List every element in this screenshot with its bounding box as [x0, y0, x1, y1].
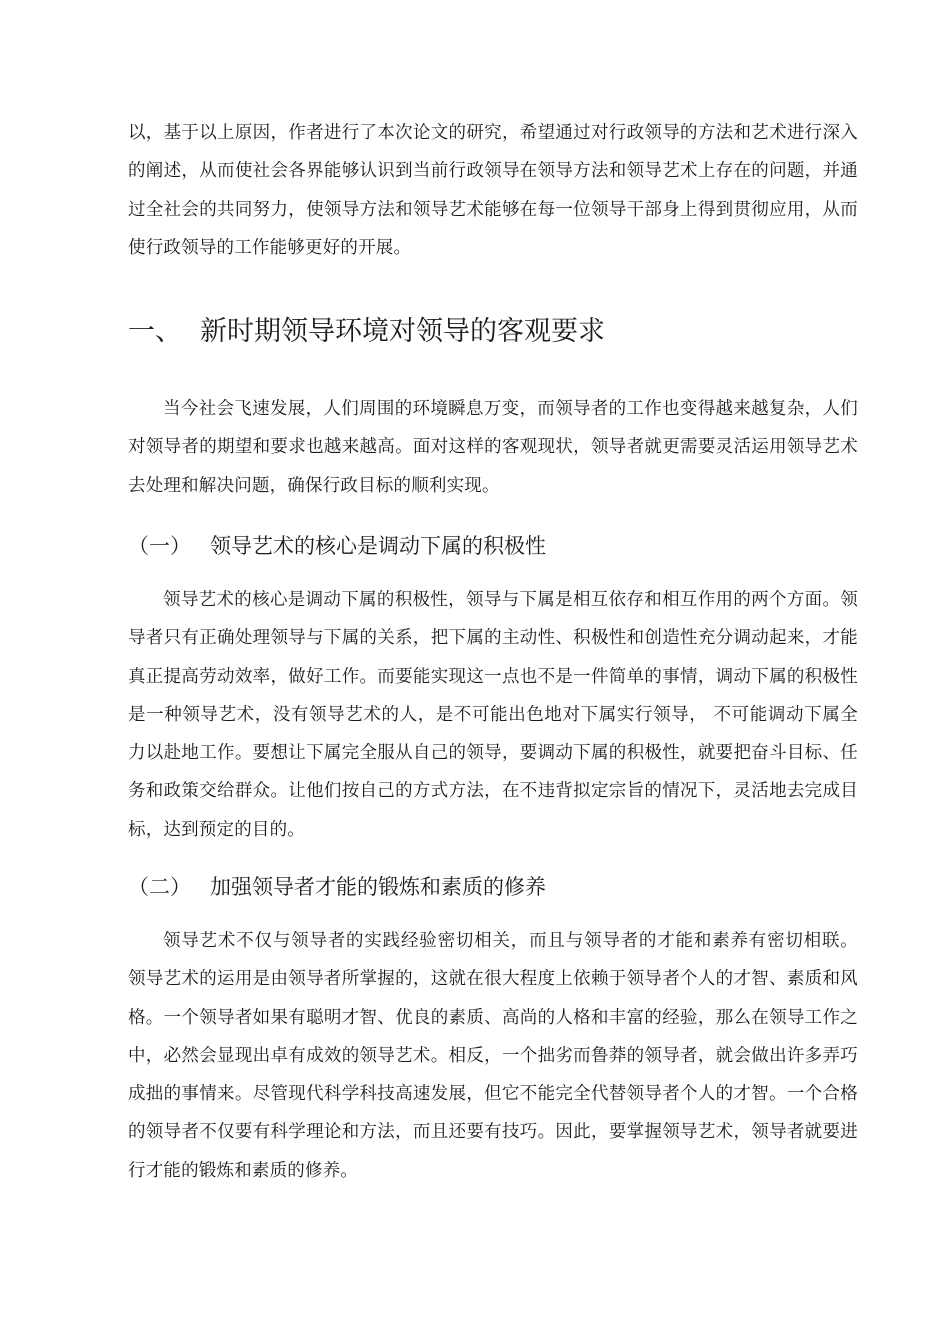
section-number: 一、	[128, 316, 182, 347]
subsection-paragraph-1: 领导艺术的核心是调动下属的积极性，领导与下属是相互依存和相互作用的两个方面。领导者只有正确处理领导与下属的关系，把下属的主动性、积极性和创造性充分调动起来，才能真正提高劳动效率，做好工作。而要能实现这一点也不是一件简单的事情，调动下属的积极性是一种领导艺术，没有领导艺术的人，是不可能出色地对下属实行领导， 不可能调动下属全力以赴地工作。要想让下属完全服从自己的领导，要调动下属的积极性，就要把奋斗目标、任务和政策交给群众。让他们按自己的方式方法，在不违背拟定宗旨的情况下，灵活地去完成目标，达到预定的目的。	[128, 590, 858, 840]
section-title: 新时期领导环境对领导的客观要求	[200, 316, 605, 347]
subsection-heading-1	[128, 529, 546, 563]
intro-paragraph: 以，基于以上原因，作者进行了本次论文的研究，希望通过对行政领导的方法和艺术进行深入的阐述，从而使社会各界能够认识到当前行政领导在领导方法和领导艺术上存在的问题，并通过全社会的共同努力，使领导方法和领导艺术能够在每一位领导干部身上得到贯彻应用，从而使行政领导的工作能够更好的开展。	[128, 123, 858, 258]
section-paragraph: 当今社会飞速发展，人们周围的环境瞬息万变，而领导者的工作也变得越来越复杂，人们对领导者的期望和要求也越来越高。面对这样的客观现状，领导者就更需要灵活运用领导艺术去处理和解决问题，确保行政目标的顺利实现。	[128, 399, 858, 496]
subsection-paragraph-2: 领导艺术不仅与领导者的实践经验密切相关，而且与领导者的才能和素养有密切相联。 领导艺术的运用是由领导者所掌握的，这就在很大程度上依赖于领导者个人的才智、素质和风格。一个领导者如果有聪明才智、优良的素质、高尚的人格和丰富的经验，那么在领导工作之中，必然会显现出卓有成效的领导艺术。相反，一个拙劣而鲁莽的领导者，就会做出许多弄巧成拙的事情来。尽管现代科学科技高速发展，但它不能完全代替领导者个人的才智。一个合格的领导者不仅要有科学理论和方法，而且还要有技巧。因此，要掌握领导艺术，领导者就要进行才能的锻炼和素质的修养。	[128, 931, 858, 1181]
subsection-number-2: （二）	[128, 875, 191, 899]
section-heading	[128, 310, 605, 354]
subsection-title-1: 领导艺术的核心是调动下属的积极性	[210, 534, 546, 558]
subsection-heading-2	[128, 870, 546, 904]
subsection-title-2: 加强领导者才能的锻炼和素质的修养	[210, 875, 546, 899]
subsection-number-1: （一）	[128, 534, 191, 558]
